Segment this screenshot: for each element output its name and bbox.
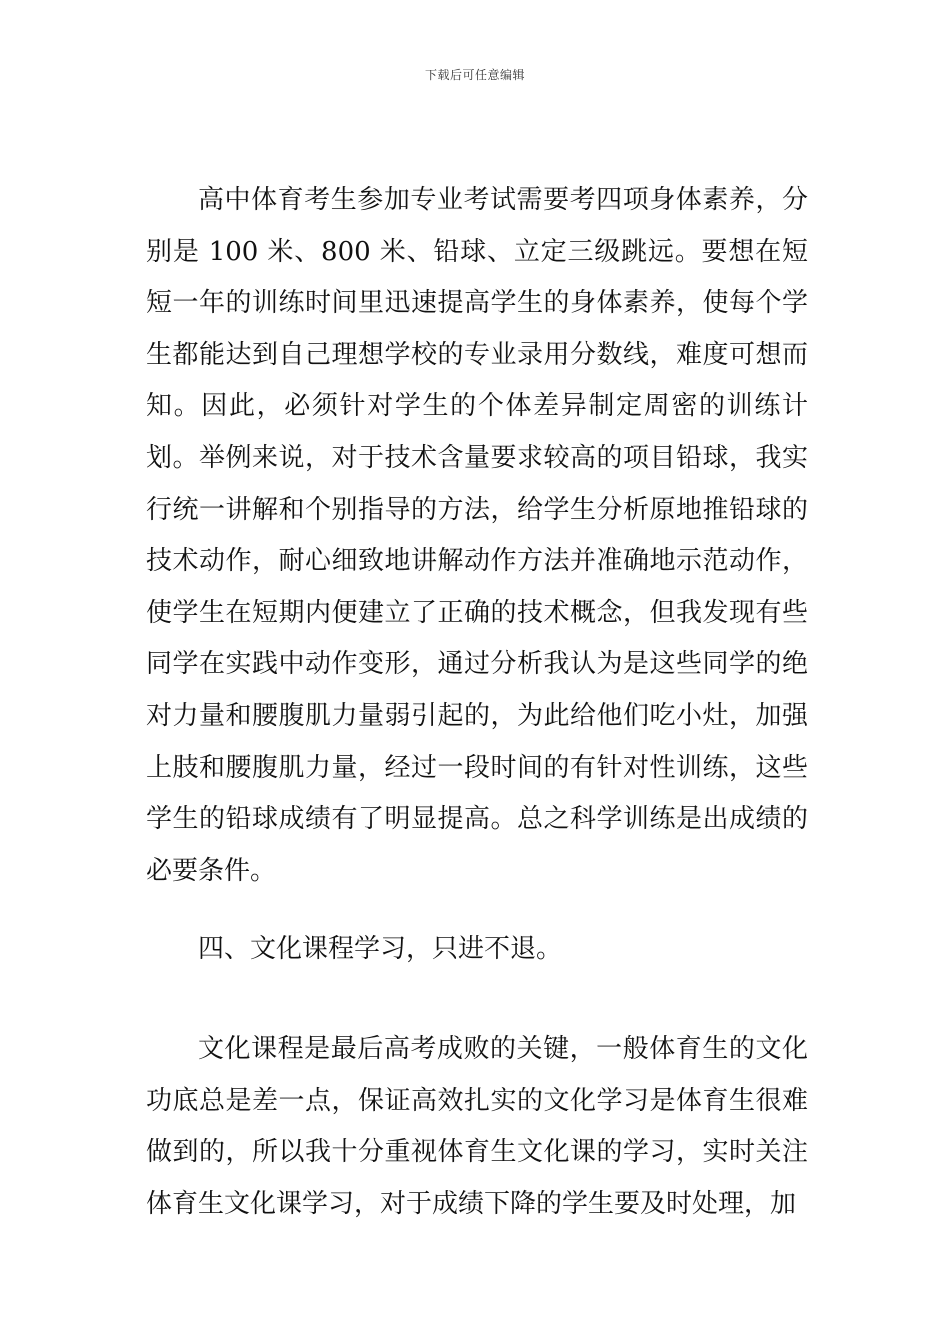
section-heading: 四、文化课程学习，只进不退。 [198,934,563,964]
body-paragraph-culture: 文化课程是最后高考成败的关键，一般体育生的文化功底总是差一点，保证高效扎实的文化学习是体育生很难做到的，所以我十分重视体育生文化课的学习，实时关注体育生文化课学习，对于成绩下降的学生要及时处理，加 [146,1034,808,1219]
header-note: 下载后可任意编辑 [424,68,525,82]
body-paragraph-training: 高中体育考生参加专业考试需要考四项身体素养，分别是 100 米、800 米、铅球、立定三级跳远。要想在短短一年的训练时间里迅速提高学生的身体素养，使每个学生都能达到自己理想学校的专业录用分数线，难度可想而知。因此，必须针对学生的个体差异制定周密的训练计划。举例来说，对于技术含量要求较高的项目铅球，我实行统一讲解和个别指导的方法，给学生分析原地推铅球的技术动作，耐心细致地讲解动作方法并准确地示范动作，使学生在短期内便建立了正确的技术概念，但我发现有些同学在实践中动作变形，通过分析我认为是这些同学的绝对力量和腰腹肌力量弱引起的，为此给他们吃小灶，加强上肢和腰腹肌力量，经过一段时间的有针对性训练，这些学生的铅球成绩有了明显提高。总之科学训练是出成绩的必要条件。 [146,185,808,886]
